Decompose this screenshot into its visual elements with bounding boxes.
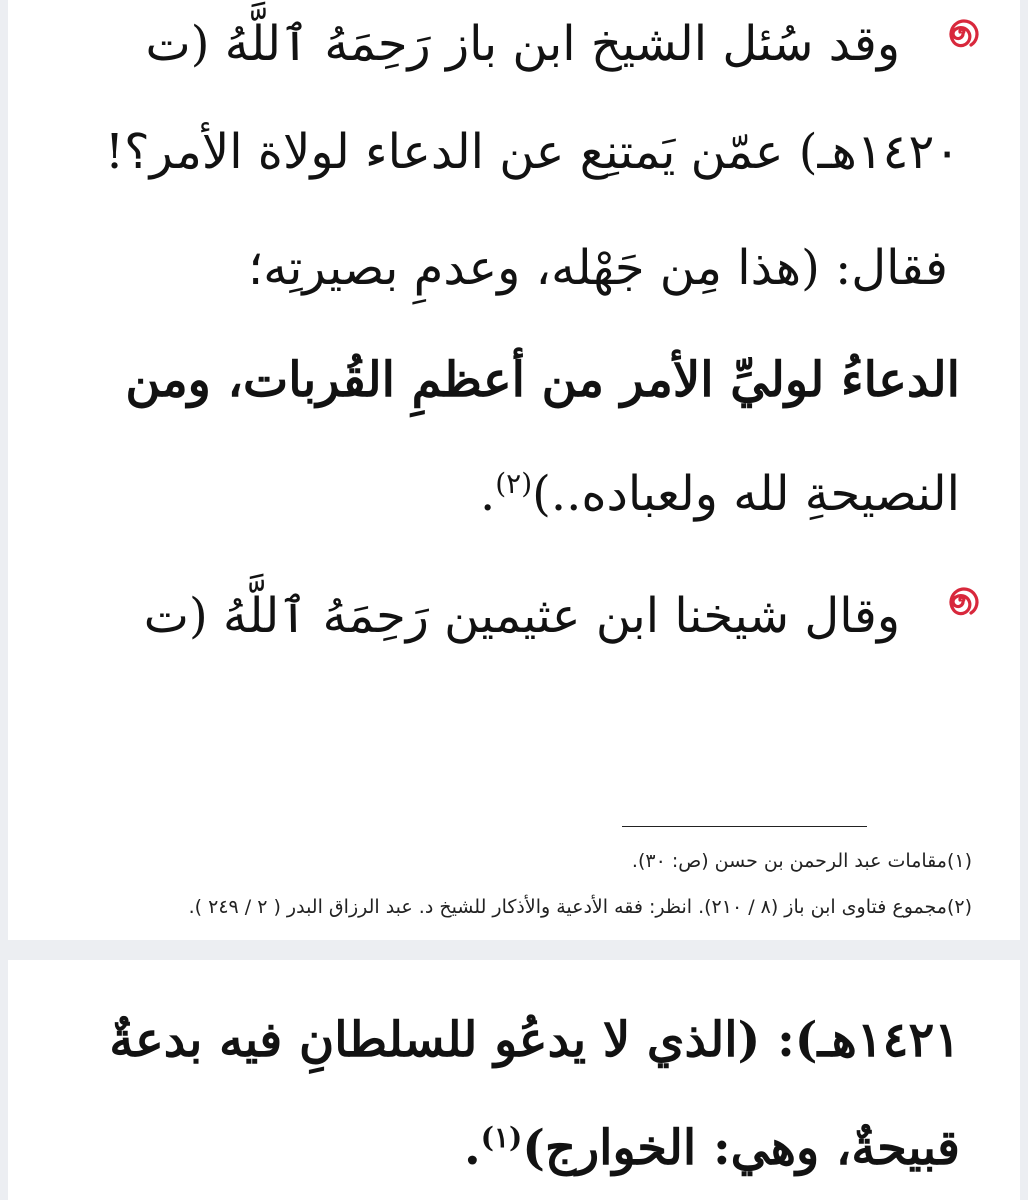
text-line-1: وقد سُئل الشيخ ابن باز رَحِمَهُ ٱللَّهُ (ت [145,16,900,72]
text-line-6: وقال شيخنا ابن عثيمين رَحِمَهُ ٱللَّهُ (ت [143,588,900,644]
footnote-2: (٢)مجموع فتاوى ابن باز (٨ / ٢١٠). انظر: فقه الأدعية والأذكار للشيخ د. عبد الرزاق البدر ( ٢ / ٢٤٩ ). [188,896,972,918]
spiral-bullet-icon [940,12,980,52]
spiral-bullet-icon [940,580,980,620]
text-line-7: ١٤٢١هـ): (الذي لا يدعُو للسلطانِ فيه بدعةٌ [109,1012,960,1068]
text-line-5 [480,464,960,524]
page-bottom [8,960,1020,1200]
text-line-8 [464,1118,960,1178]
text-line-8-end: . [464,1120,481,1176]
text-line-5-body: النصيحةِ لله ولعباده..) [532,466,960,522]
page-top [8,0,1020,940]
text-line-5-end: . [479,466,496,522]
text-line-8-body: قبيحةٌ، وهي: الخوارج) [522,1120,960,1176]
footnote-ref-1[interactable]: (١) [480,1121,523,1154]
text-line-3: فقال: (هذا مِن جَهْله، وعدمِ بصيرتِه؛ [248,240,948,296]
footnote-separator [622,826,867,827]
footnote-1: (١)مقامات عبد الرحمن بن حسن (ص: ٣٠). [631,850,972,872]
text-line-2: ١٤٢٠هـ) عمّن يَمتنِع عن الدعاء لولاة الأمر؟! [104,124,960,180]
text-line-4: الدعاءُ لوليِّ الأمر من أعظمِ القُربات، ومن [125,352,960,408]
footnote-ref-2[interactable]: (٢) [495,467,533,500]
